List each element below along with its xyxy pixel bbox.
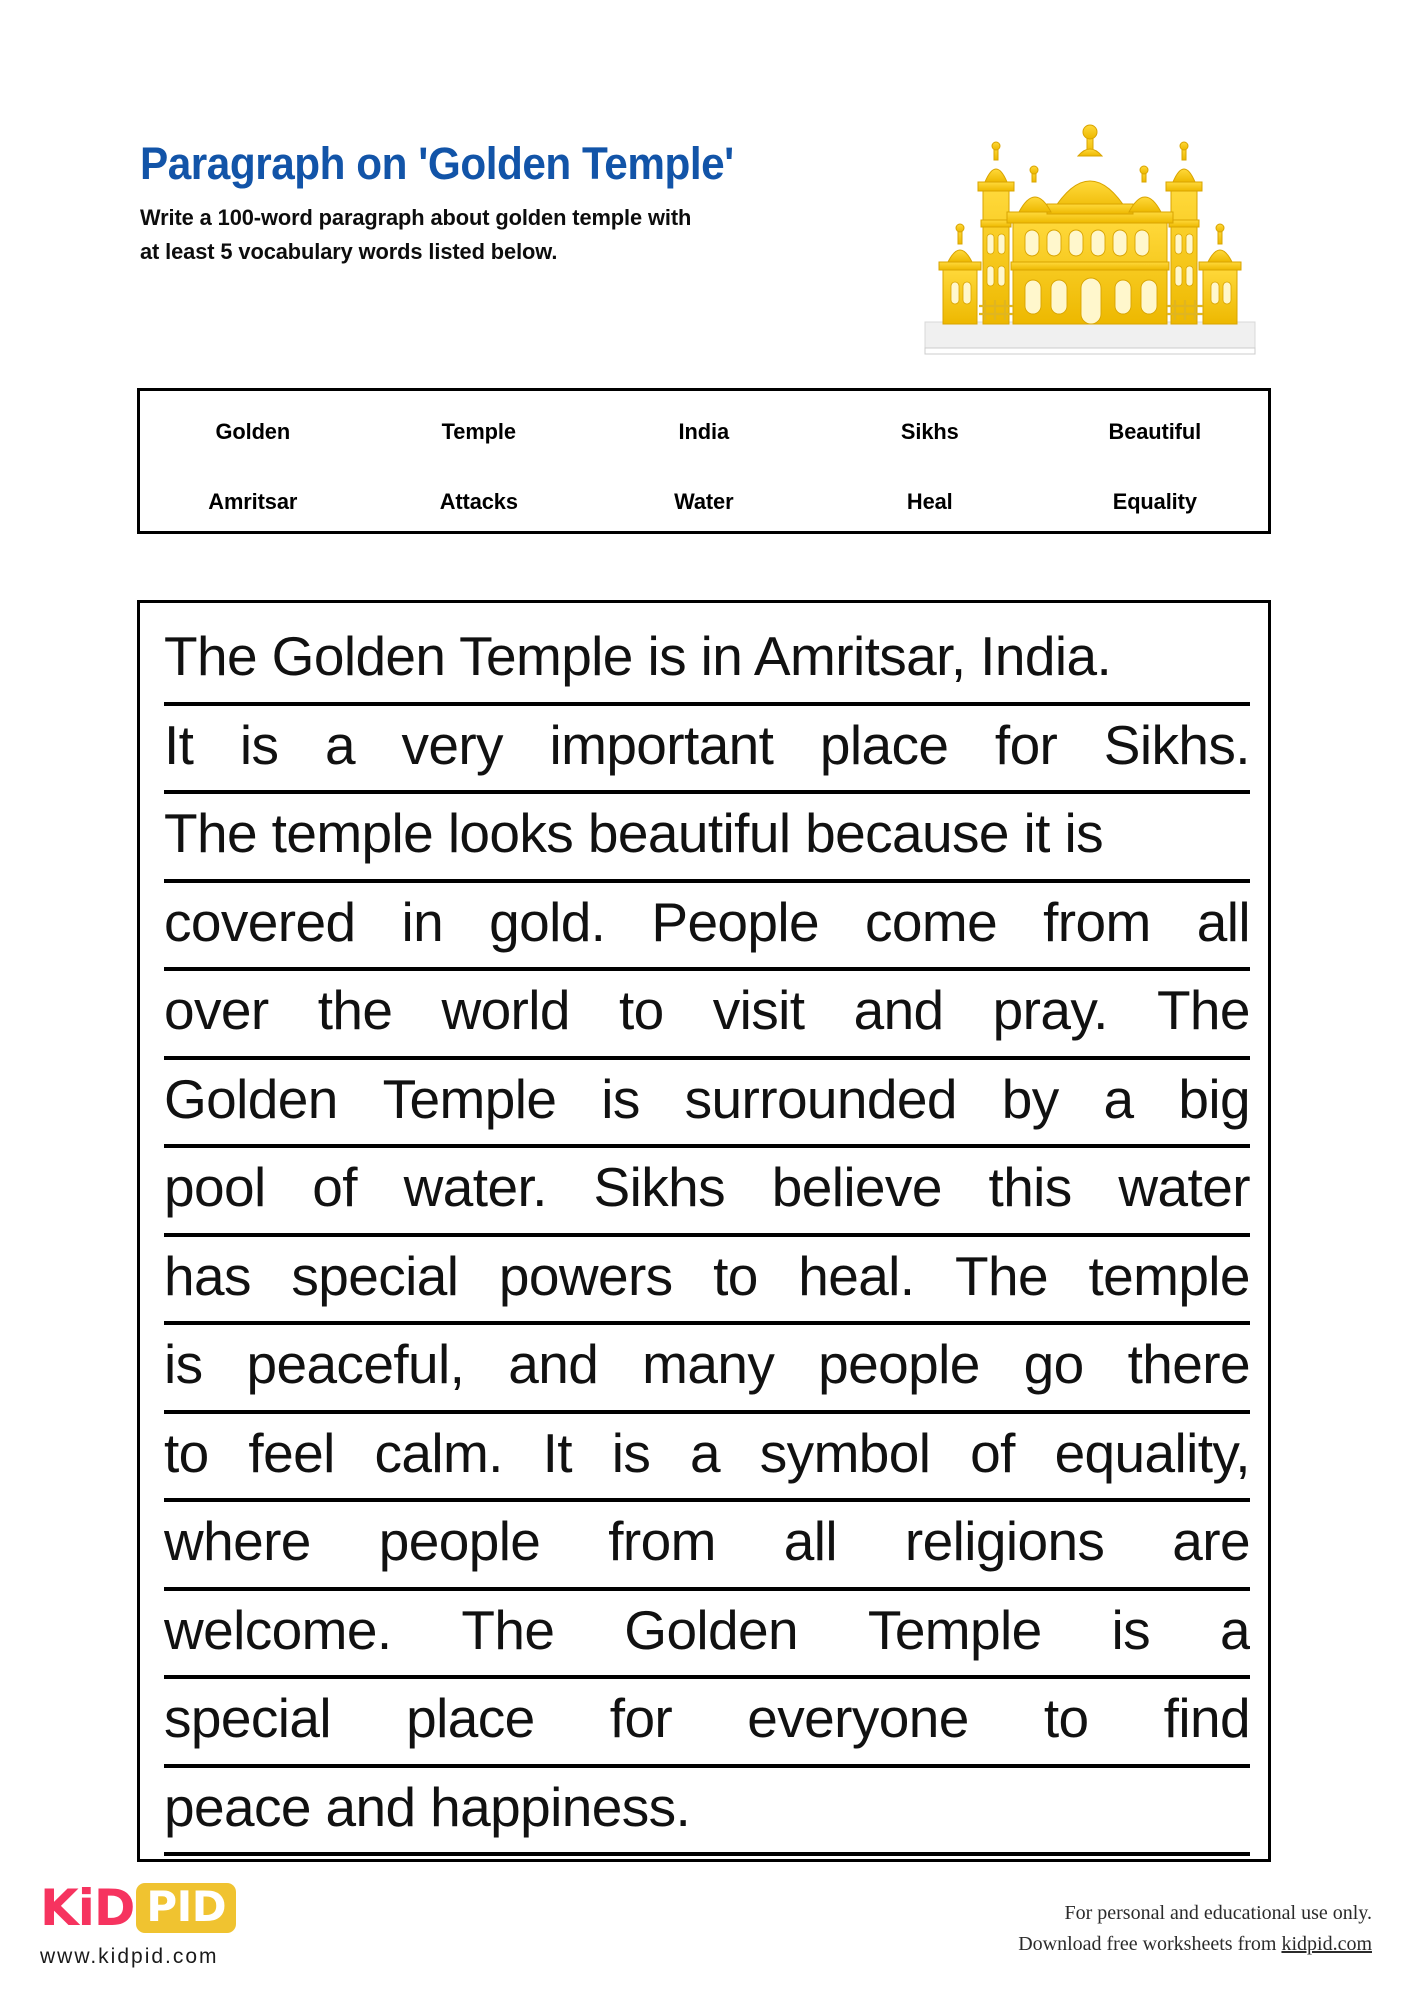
- paragraph-line: [164, 706, 1250, 795]
- paragraph-word: to: [164, 1421, 209, 1484]
- paragraph-answer-box[interactable]: [137, 600, 1271, 1862]
- paragraph-word: symbol: [759, 1421, 931, 1484]
- vocabulary-word: Beautiful: [1108, 419, 1202, 444]
- paragraph-word: place: [819, 713, 949, 776]
- paragraph-line: [164, 1679, 1250, 1768]
- paragraph-word: the: [317, 979, 393, 1041]
- paragraph-word: world: [441, 979, 570, 1041]
- paragraph-word: a: [690, 1421, 721, 1484]
- paragraph-word: there: [1127, 1333, 1250, 1395]
- vocabulary-word: Equality: [1113, 489, 1198, 514]
- paragraph-word: many: [642, 1333, 775, 1395]
- paragraph-word: very: [401, 713, 503, 776]
- paragraph-word: of: [312, 1156, 357, 1218]
- paragraph-word: to: [618, 979, 664, 1041]
- paragraph-word: for: [994, 713, 1058, 776]
- paragraph-word: calm.: [374, 1421, 503, 1484]
- paragraph-word: is: [1111, 1598, 1151, 1661]
- paragraph-lines: [164, 617, 1250, 1856]
- paragraph-word: equality,: [1054, 1421, 1250, 1484]
- paragraph-word: believe: [771, 1156, 942, 1218]
- paragraph-word: and: [853, 979, 944, 1041]
- paragraph-word: Golden: [624, 1598, 799, 1661]
- paragraph-word: People: [651, 890, 820, 953]
- paragraph-line: [164, 883, 1250, 972]
- paragraph-word: all: [783, 1510, 837, 1572]
- paragraph-word: special: [291, 1244, 459, 1307]
- paragraph-word: Temple: [382, 1067, 557, 1130]
- logo-pid-text: PID: [136, 1883, 236, 1933]
- vocabulary-row-1: [140, 391, 1268, 467]
- paragraph-word: religions: [904, 1510, 1105, 1572]
- paragraph-word: of: [970, 1421, 1015, 1484]
- paragraph-word: temple: [1088, 1244, 1250, 1307]
- paragraph-word: over: [164, 979, 269, 1041]
- paragraph-word: is: [164, 1333, 203, 1395]
- paragraph-word: pool: [164, 1156, 266, 1218]
- paragraph-line: [164, 1591, 1250, 1680]
- download-notice-text: Download free worksheets from: [1018, 1933, 1282, 1955]
- paragraph-word: important: [549, 713, 774, 776]
- website-url: www.kidpid.com: [40, 1945, 219, 1968]
- paragraph-word: people: [818, 1333, 980, 1395]
- vocabulary-word: Sikhs: [900, 419, 959, 444]
- paragraph-line: [164, 1502, 1250, 1591]
- paragraph-word: a: [1219, 1598, 1250, 1661]
- paragraph-word: The: [954, 1244, 1048, 1307]
- paragraph-word: Sikhs: [593, 1156, 726, 1218]
- paragraph-word: this: [988, 1156, 1072, 1218]
- paragraph-word: in: [401, 890, 444, 953]
- paragraph-word: water: [1118, 1156, 1250, 1218]
- vocabulary-word: Heal: [906, 489, 953, 514]
- paragraph-word: is: [611, 1421, 651, 1484]
- paragraph-line: [164, 1325, 1250, 1414]
- kidpid-link[interactable]: kidpid.com: [1281, 1933, 1372, 1955]
- paragraph-word: a: [1103, 1067, 1134, 1130]
- logo-kid-text: KiD: [40, 1879, 135, 1937]
- paragraph-word: It: [164, 713, 194, 776]
- paragraph-word: It: [542, 1421, 572, 1484]
- usage-notice: For personal and educational use only.: [1064, 1902, 1372, 1924]
- paragraph-word: pray.: [992, 979, 1108, 1041]
- paragraph-word: a: [324, 713, 355, 776]
- paragraph-word: by: [1001, 1067, 1059, 1130]
- paragraph-word: find: [1163, 1687, 1250, 1749]
- paragraph-word: has: [164, 1244, 251, 1307]
- instruction-text: [140, 201, 906, 269]
- vocabulary-word: Amritsar: [208, 489, 298, 514]
- kidpid-logo: [40, 1880, 460, 1936]
- paragraph-word: heal.: [798, 1244, 915, 1307]
- vocabulary-word: Water: [674, 489, 734, 514]
- paragraph-word: covered: [164, 890, 356, 953]
- vocabulary-word: India: [678, 419, 730, 444]
- paragraph-word: The: [1156, 979, 1250, 1041]
- footer-notice: [1018, 1898, 1372, 1960]
- vocabulary-word: Temple: [441, 419, 516, 444]
- vocabulary-box: [137, 388, 1271, 534]
- paragraph-word: for: [609, 1687, 673, 1749]
- paragraph-line: [164, 1148, 1250, 1237]
- vocabulary-row-2: [140, 467, 1268, 541]
- paragraph-word: visit: [712, 979, 805, 1041]
- vocabulary-word: Attacks: [439, 489, 518, 514]
- paragraph-word: all: [1196, 890, 1250, 953]
- paragraph-word: big: [1178, 1067, 1250, 1130]
- paragraph-word: Temple: [867, 1598, 1042, 1661]
- paragraph-word: people: [378, 1510, 541, 1572]
- paragraph-line: peace and happiness.: [164, 1768, 1250, 1857]
- paragraph-word: is: [239, 713, 279, 776]
- download-notice: [1018, 1929, 1372, 1960]
- paragraph-line: The temple looks beautiful because it is: [164, 794, 1250, 883]
- paragraph-word: where: [164, 1510, 311, 1572]
- paragraph-word: surrounded: [684, 1067, 957, 1130]
- paragraph-word: come: [865, 890, 998, 953]
- paragraph-line: [164, 1414, 1250, 1503]
- paragraph-word: and: [508, 1333, 599, 1395]
- paragraph-line: [164, 971, 1250, 1060]
- paragraph-word: from: [1043, 890, 1151, 953]
- paragraph-word: The: [461, 1598, 555, 1661]
- paragraph-line: [164, 1060, 1250, 1149]
- paragraph-word: everyone: [747, 1687, 969, 1749]
- vocabulary-word: Golden: [215, 419, 291, 444]
- paragraph-word: place: [406, 1687, 535, 1749]
- paragraph-line: The Golden Temple is in Amritsar, India.: [164, 617, 1250, 706]
- paragraph-word: feel: [248, 1421, 335, 1484]
- paragraph-word: is: [601, 1067, 640, 1130]
- paragraph-word: Golden: [164, 1067, 338, 1130]
- paragraph-word: to: [713, 1244, 758, 1307]
- paragraph-word: gold.: [489, 890, 606, 953]
- paragraph-word: peaceful,: [246, 1333, 465, 1395]
- golden-temple-illustration: [915, 100, 1265, 380]
- paragraph-word: welcome.: [164, 1598, 392, 1661]
- worksheet-header: [140, 140, 930, 270]
- instruction-line-1: Write a 100-word paragraph about golden temple with: [140, 205, 692, 231]
- paragraph-word: are: [1172, 1510, 1250, 1572]
- paragraph-word: Sikhs.: [1103, 713, 1250, 776]
- footer-branding: [40, 1880, 460, 1969]
- paragraph-word: to: [1043, 1687, 1089, 1749]
- paragraph-word: powers: [498, 1244, 673, 1307]
- paragraph-word: go: [1023, 1333, 1084, 1395]
- page-title: Paragraph on 'Golden Temple': [140, 138, 734, 189]
- paragraph-word: water.: [403, 1156, 547, 1218]
- instruction-line-2: at least 5 vocabulary words listed below.: [140, 239, 558, 265]
- paragraph-line: [164, 1237, 1250, 1326]
- paragraph-word: from: [608, 1510, 716, 1572]
- paragraph-word: special: [164, 1687, 332, 1749]
